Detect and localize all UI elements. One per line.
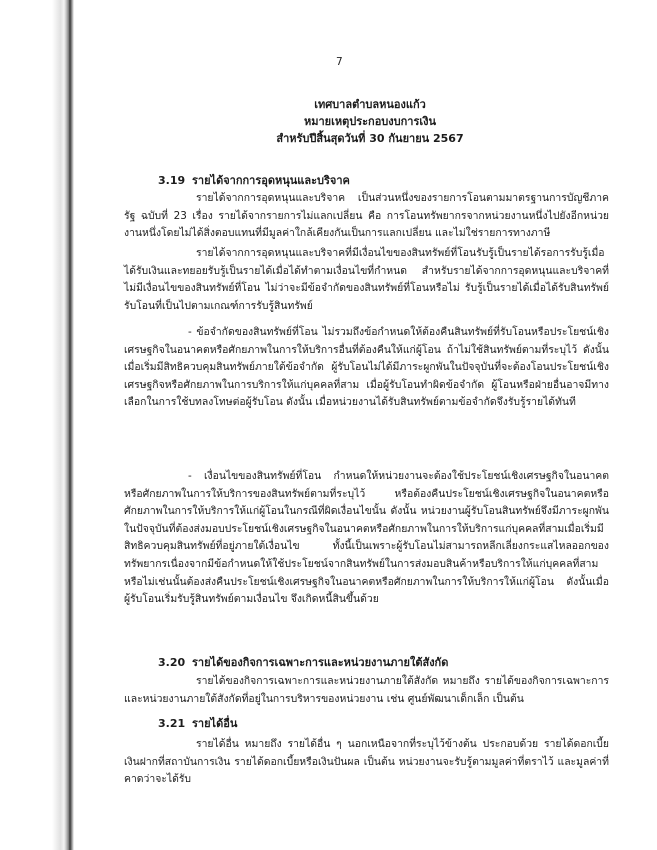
section-title: รายได้อื่น [192, 717, 238, 730]
paragraph-3-19-3: - ข้อจำกัดของสินทรัพย์ที่โอน ไม่รวมถึงข้อกำหนดให้ต้องคืนสินทรัพย์ที่รับโอนหรือประโยชน์เชิงเศรษฐกิจในอนาคตหรือศักยภาพในการให้บริการอื่นที่ต้องคืนให้แก่ผู้โอน ถ้าไม่ใช้สินทรัพย์ตามที่ระบุไว้ ดังนั้น เมื่อเริ่มมีสิทธิควบคุมสินทรัพย์ภายใต้ข้อจำกัด ผู้รับโอนไม่ได้มีภาระผูกพันในปัจจุบันที่จะต้องโอนประโยชน์เชิงเศรษฐกิจหรือศักยภาพในการบริการให้แก่บุคคลที่สาม เมื่อผู้รับโอนทำผิดข้อจำกัด ผู้โอนหรือฝ่ายอื่นอาจมีทางเลือกในการใช้บทลงโทษต่อผู้รับโอน ดังนั้น เมื่อหน่วยงานได้รับสินทรัพย์ตามข้อจำกัดจึงรับรู้รายได้ทันที [124, 326, 609, 409]
section-title: รายได้ของกิจการเฉพาะการและหน่วยงานภายใต้สังกัด [192, 656, 449, 669]
section-number: 3.21 [158, 717, 186, 730]
section-title: รายได้จากการอุดหนุนและบริจาค [192, 174, 350, 187]
section-number: 3.20 [158, 656, 186, 669]
paragraph-3-19-2: รายได้จากการอุดหนุนและบริจาคที่มีเงื่อนไขของสินทรัพย์ที่โอนรับรู้เป็นรายได้รอการรับรู้เมื่อได้รับเงินและทยอยรับรู้เป็นรายได้เมื่อได้ทำตามเงื่อนไขที่กำหนด สำหรับรายได้จากการอุดหนุนและบริจาคที่ไม่มีเงื่อนไขของสินทรัพย์ที่โอน ไม่ว่าจะมีข้อจำกัดของสินทรัพย์ที่โอนหรือไม่ รับรู้เป็นรายได้เมื่อได้รับสินทรัพย์รับโอนที่เป็นไปตามเกณฑ์การรับรู้สินทรัพย์ [124, 247, 609, 312]
header-title: หมายเหตุประกอบงบการเงิน [303, 115, 437, 128]
paragraph-3-21-1: รายได้อื่น หมายถึง รายได้อื่น ๆ นอกเหนือจากที่ระบุไว้ข้างต้น ประกอบด้วย รายได้ดอกเบี้ยเงินฝากที่สถาบันการเงิน รายได้ดอกเบี้ยหรือเงินปันผล เป็นต้น หน่วยงานจะรับรู้ตามมูลค่าที่ตราไว้ และมูลค่าที่คาดว่าจะได้รับ [124, 738, 609, 786]
binding-shadow [64, 0, 74, 850]
section-number: 3.19 [158, 174, 186, 187]
paragraph-3-19-4: - เงื่อนไขของสินทรัพย์ที่โอน กำหนดให้หน่วยงานจะต้องใช้ประโยชน์เชิงเศรษฐกิจในอนาคตหรือศักยภาพในการให้บริการของสินทรัพย์ตามที่ระบุไว้ หรือต้องคืนประโยชน์เชิงเศรษฐกิจในอนาคตหรือศักยภาพในการให้บริการให้แก่ผู้โอนในกรณีที่ผิดเงื่อนไขนั้น ดังนั้น หน่วยงานผู้รับโอนสินทรัพย์จึงมีภาระผูกพันในปัจจุบันที่ต้องส่งมอบประโยชน์เชิงเศรษฐกิจในอนาคตหรือศักยภาพในการให้บริการแก่บุคคลที่สามเมื่อเริ่มมีสิทธิควบคุมสินทรัพย์ที่อยู่ภายใต้เงื่อนไข ทั้งนี้เป็นเพราะผู้รับโอนไม่สามารถหลีกเลี่ยงกระแสไหลออกของทรัพยากรเนื่องจากมีข้อกำหนดให้ใช้ประโยชน์จากสินทรัพย์ในการส่งมอบสินค้าหรือบริการให้แก่บุคคลที่สาม หรือไม่เช่นนั้นต้องส่งคืนประโยชน์เชิงเศรษฐกิจในอนาคตหรือศักยภาพในการให้บริการให้แก่ผู้โอน ดังนั้นเมื่อผู้รับโอนเริ่มรับรู้สินทรัพย์ตามเงื่อนไข จึงเกิดหนี้สินขึ้นด้วย [124, 470, 609, 606]
paragraph-3-20-1: รายได้ของกิจการเฉพาะการและหน่วยงานภายใต้สังกัด หมายถึง รายได้ของกิจการเฉพาะการและหน่วยงานภายใต้สังกัดที่อยู่ในการบริหารของหน่วยงาน เช่น ศูนย์พัฒนาเด็กเล็ก เป็นต้น [124, 675, 609, 705]
section-heading-3-19 [158, 173, 350, 188]
paragraph-3-19-1: รายได้จากการอุดหนุนและบริจาค เป็นส่วนหนึ่งของรายการโอนตามมาตรฐานการบัญชีภาครัฐ ฉบับที่ 23 เรื่อง รายได้จากรายการไม่แลกเปลี่ยน คือ การโอนทรัพยากรจากหน่วยงานหนึ่งไปยังอีกหน่วยงานหนึ่งโดยไม่ได้สิ่งตอบแทนที่มีมูลค่าใกล้เคียงกันเป็นการแลกเปลี่ยน และไม่ใช่รายการทางภาษี [124, 192, 609, 240]
page-number: 7 [336, 56, 343, 68]
header-org: เทศบาลตำบลหนองแก้ว [314, 98, 426, 111]
section-heading-3-21 [158, 716, 237, 731]
header-period: สำหรับปีสิ้นสุดวันที่ 30 กันยายน 2567 [276, 132, 464, 145]
section-heading-3-20 [158, 655, 448, 670]
